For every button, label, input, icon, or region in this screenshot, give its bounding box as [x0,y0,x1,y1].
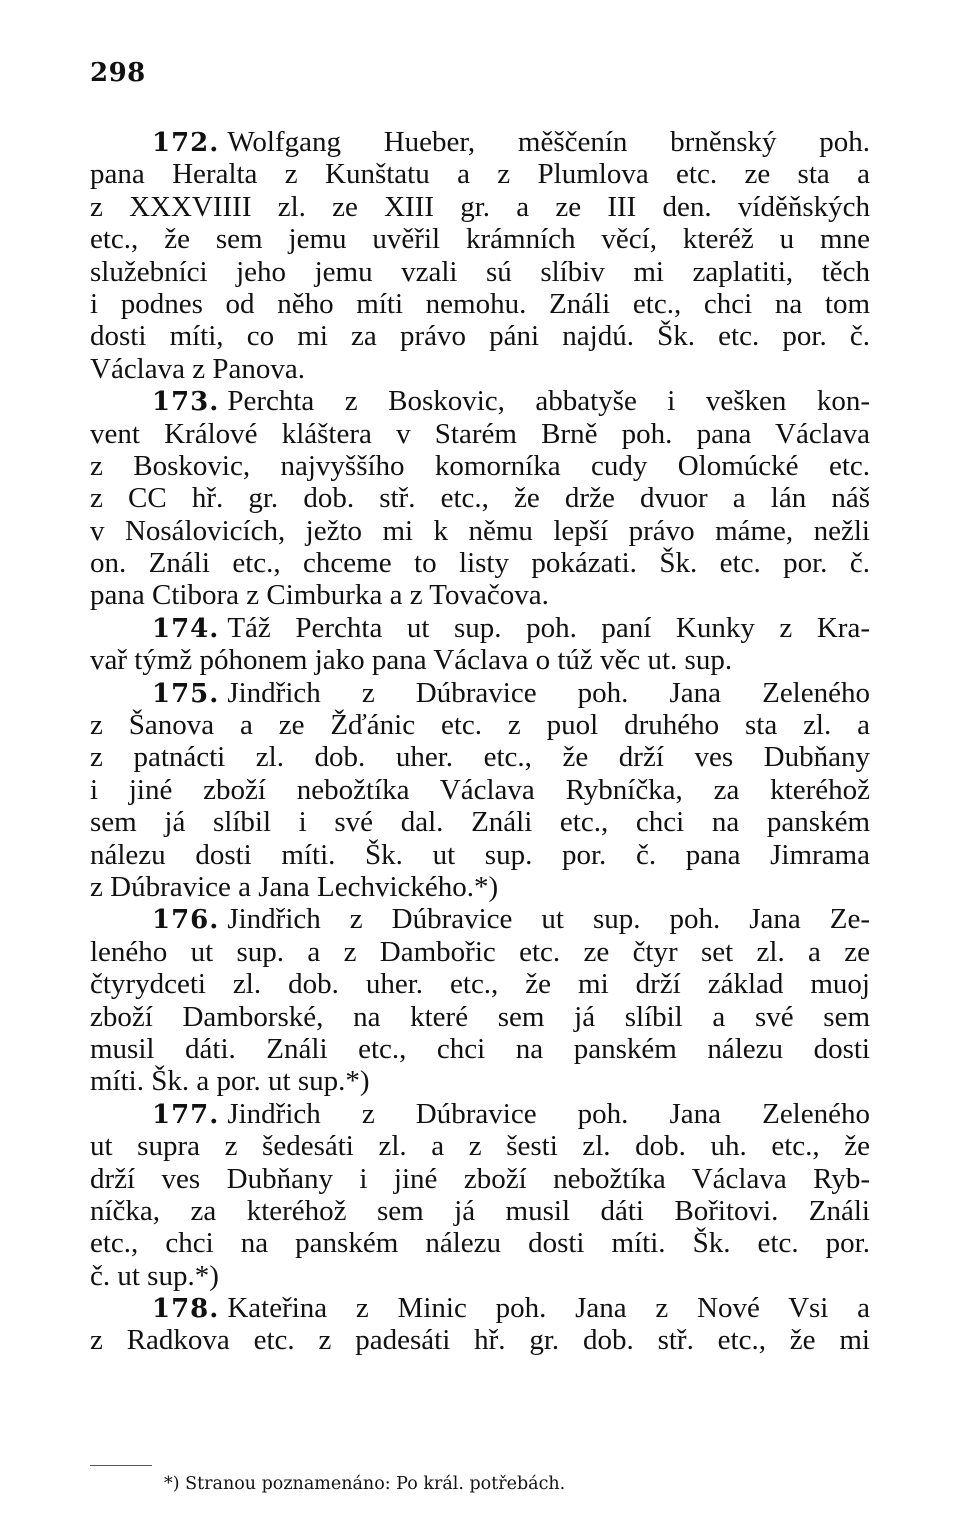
entry-number: 174. [152,613,220,644]
line-text: ut supra z šedesáti zl. a z šesti zl. dob. uh. etc., že [90,1130,870,1163]
line-text: níčka, za kteréhož sem já musil dáti Bořitovi. Ználi [90,1194,870,1227]
line-text: i jiné zboží nebožtíka Václava Rybníčka, za kteréhož [90,773,870,806]
footnote: *) Stranou poznamenáno: Po král. potřebách. [164,1474,566,1494]
line-text: nálezu dosti míti. Šk. ut sup. por. č. pana Jimrama [90,838,870,871]
entry-first-line [90,385,870,417]
line-text: Jindřich z Dúbravice ut sup. poh. Jana Ze- [227,903,870,936]
line-text: dosti míti, co mi za právo páni najdú. Šk. etc. por. č. [90,320,870,353]
line-text: zboží Damborské, na které sem já slíbil a své sem [90,1000,870,1033]
entry-number: 173. [152,387,220,418]
text-line [90,256,870,288]
entry-number: 176. [152,905,220,936]
line-text: etc., chci na panském nálezu dosti míti. Šk. etc. por. [90,1227,870,1260]
line-text: sem já slíbil i své dal. Ználi etc., chci na panském [90,806,870,839]
entry-first-line [90,1098,870,1130]
entry-first-line [90,677,870,709]
text-line [90,515,870,547]
line-text: vař týmž póhonem jako pana Václava o túž věc ut. sup. [90,644,733,677]
text-line [90,1324,870,1356]
line-text: Wolfgang Hueber, měščenín brněnský poh. [227,126,870,158]
line-text: míti. Šk. a por. ut sup.*) [90,1065,370,1098]
text-line [90,1163,870,1195]
text-line [90,968,870,1000]
text-line [90,871,870,903]
entry-first-line [90,612,870,644]
line-text: musil dáti. Ználi etc., chci na panském nálezu dosti [90,1032,870,1065]
text-line [90,1260,870,1292]
entry-number: 178. [152,1294,220,1325]
line-text: Jindřich z Dúbravice poh. Jana Zeleného [227,676,870,709]
text-line [90,547,870,579]
text-line [90,450,870,482]
text-line [90,158,870,190]
line-text: on. Ználi etc., chceme to listy pokázati. Šk. etc. por. č. [90,547,870,580]
text-line [90,741,870,773]
line-text: z Šanova a ze Žďánic etc. z puol druhého sta zl. a [90,709,870,742]
text-line [90,1065,870,1097]
line-text: vent Králové kláštera v Starém Brně poh. pana Václava [90,417,870,450]
footnote-divider [90,1465,152,1466]
line-text: Táž Perchta ut sup. poh. paní Kunky z Kra- [227,611,870,644]
text-line [90,353,870,385]
line-text: v Nosálovicích, ježto mi k němu lepší právo máme, nežli [90,514,870,547]
line-text: pana Heralta z Kunštatu a z Plumlova etc. ze sta a [90,158,870,191]
entry-first-line [90,1292,870,1324]
text-line [90,191,870,223]
text-line [90,288,870,320]
text-line [90,1033,870,1065]
line-text: Perchta z Boskovic, abbatyše i vešken kon- [227,385,870,418]
line-text: z CC hř. gr. dob. stř. etc., že drže dvuor a lán náš [90,482,870,515]
entry-first-line [90,903,870,935]
text-line [90,320,870,352]
text-line [90,936,870,968]
text-line [90,709,870,741]
entry-number: 172. [152,128,220,158]
line-text: etc., že sem jemu uvěřil krámních věcí, kteréž u mne [90,223,870,256]
text-line [90,1227,870,1259]
text-line [90,1001,870,1033]
line-text: služebníci jeho jemu vzali sú slíbiv mi zaplatiti, těch [90,255,870,288]
text-line [90,1130,870,1162]
line-text: Václava z Panova. [90,352,305,385]
text-line [90,1195,870,1227]
line-text: z Dúbravice a Jana Lechvického.*) [90,870,499,903]
line-text: Jindřich z Dúbravice poh. Jana Zeleného [227,1097,870,1130]
body-text [90,126,870,1357]
text-line [90,579,870,611]
entry-number: 175. [152,678,220,709]
line-text: z Radkova etc. z padesáti hř. gr. dob. stř. etc., že mi [90,1324,870,1357]
line-text: pana Ctibora z Cimburka a z Tovačova. [90,579,549,612]
line-text: z patnácti zl. dob. uher. etc., že drží ves Dubňany [90,741,870,774]
page-number: 298 [90,58,146,88]
line-text: drží ves Dubňany i jiné zboží nebožtíka Václava Ryb- [90,1162,870,1195]
line-text: č. ut sup.*) [90,1259,219,1292]
text-line [90,839,870,871]
text-line [90,806,870,838]
line-text: čtyrydceti zl. dob. uher. etc., že mi drží základ muoj [90,968,870,1001]
text-line [90,418,870,450]
line-text: i podnes od něho míti nemohu. Ználi etc., chci na tom [90,287,870,320]
text-line [90,223,870,255]
line-text: z XXXVIIII zl. ze XIII gr. a ze III den. víděňských [90,190,870,223]
text-line [90,482,870,514]
line-text: leného ut sup. a z Dambořic etc. ze čtyr set zl. a ze [90,935,870,968]
line-text: z Boskovic, najvyššího komorníka cudy Olomúcké etc. [90,449,870,482]
entry-number: 177. [152,1099,220,1130]
line-text: Kateřina z Minic poh. Jana z Nové Vsi a [227,1292,870,1325]
entry-first-line [90,126,870,158]
text-line [90,644,870,676]
text-line [90,774,870,806]
